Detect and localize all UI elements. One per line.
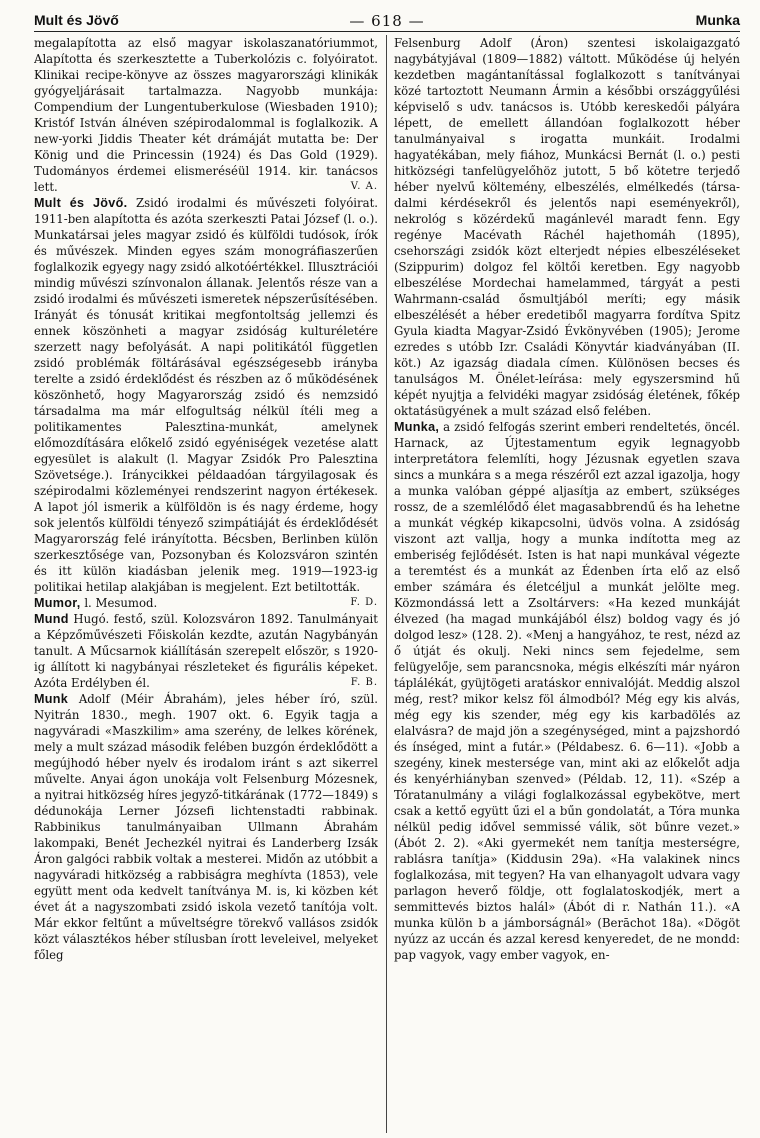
running-header [34,6,740,30]
page-number: — 618 — [349,12,425,30]
author-signature: F. D. [350,597,378,608]
entry-text: l. Mesumod. [84,596,158,610]
entry-keyword: Mumor, [34,596,81,610]
entry-keyword: Mund [34,612,69,626]
entry-text: Felsenburg Adolf (Áron) szentesi iskolaigazgató nagybátyjával (1809—1882) váltott. Működése új helyén kezdetben magántanítással foglalkozott s tanítványai közé tartoztott Neumann Ármin a későbbi országgyűlési képviselő s udv. tanácsos is. Utóbb kereskedői pályára lépett, de emellett állandóan foglalkozott héber tanulmányaival s irogatta munkáit. Irodalmi hagyatékában, mely fiához, Munkácsi Bernát (l. o.) pesti hitközségi tanfelügyelőhöz jutott, 5 bő kötetre terjedő héber nyelvű költemény, elbeszélés, elmélkedés (társadalmi kérdésekről és jelentős napi eseményekről), nekrológ s közérdekű magánlevél maradt fenn. Egy regénye Macévath Ráchél hajethomáh (1895), csehországi zsidók közt elterjedt népies elbeszéléseket (Szippurim) dolgoz fel költői keretben. Egy nagyobb elbeszélése Mordechai hamelammed, tárgyát a pesti Wahrmann-család ősmultjából meríti; egy másik elbeszélését a héber eredetiből magyarra fordítva Spitz Gyula kiadta Magyar-Zsidó Évkönyvében (1905); Jerome ezredes s utóbb Izr. Családi Könyvtár kiadványában (II. köt.) Az igazság diadala címen. Különösen becses és tanulságos M. Önélet-leírása: mely egyszersmind hű képét nyujtja a felvidéki magyar zsidóság életének, főkép oktatásügyének a mult század első felében. [394,36,740,418]
entry-text: a zsidó felfogás szerint emberi rendeltetés, öncél. Harnack, az Újtestamentum egyik legnagyobb interpretátora felemlíti, hogy Jézusnak egyetlen szava sincs a munkára s a mega részéről ezt azzal igazolja, hogy a munka valóban géppé aljasítja az embert, szükséges rossz, de a szemlélődő élet magasabbrendű és ha lehetne a munkát végkép kikapcsolni, üdvös volna. A zsidóság viszont azt vallja, hogy a munka indította meg az emberiség fejlődését. Isten is hat napi munkával végezte a teremtést és a munkát az Édenben írta elő az első ember számára és életcéljul a munkát jelölte meg. Közmondássá lett a Zsoltárvers: «Ha kezed munkáját élvezed (ha magad munkájából élsz) boldog vagy és jó dolgod lesz» (128. 2). «Menj a hangyához, te rest, nézd az ő útját és okulj. Neki nincs sem fejedelme, sem felügyelője, sem parancsnoka, mégis elkészíti már nyáron táplálékát, gyüjtögeti aratáskor ennivalóját. Meddig alszol még, rest? mikor kelsz föl álmodból? Még egy kis alvás, még egy kis szender, még egy kis karbadölés az elalvásra? de majd jön a szegénységed, mint a pajzshordó és ínséged, mint a futár.» (Példabesz. 6. 6—11). «Jobb a szegény, kinek mestersége van, mint aki az előkelőt adja és kenyérhiányban szenved» (Példab. 12, 11). «Szép a Tóratanulmány a világi foglalkozással egybekötve, mert csak a kettő együtt űzi el a bűn gondolatát, a Tóra munka nélkül pedig idővel semmissé válik, söt bűnre vezet.» (Ábót 2. 2). «Aki gyermekét nem tanítja mesterségre, rablásra tanítja» (Kiddusin 29a). «Ha valakinek nincs foglalkozása, mit tegyen? Ha van elhanyagolt udvara vagy parlagon heverő földje, ott foglalatoskodjék, mert a semmittevés biztos halál» (Ábót di r. Nathán 11.). «A munka külön b a jámborságnál» (Berāchot 18a). «Dögöt nyúzz az uccán és azzal keresd kenyeredet, de ne mondd: pap vagyok, vagy ember vagyok, en- [394,420,740,962]
column-divider [386,35,387,1133]
entry-text: megalapította az első magyar iskolaszanatóriummot, Alapította és szerkesztette a Tuberkolózis c. folyóiratot. Klinikai recipe-könyve az összes magyarországi klinikák gyógyeljárásait tartalmazza. Nagyobb munkája: Compendium der Lungentuberkulose (Wiesbaden 1910); Kristóf István álnéven szépirodalommal is foglalkozik. A new-yorki Jiddis Theater két drámáját mutatta be: Der König und die Princessin (1924) és Das Gold (1929). Tudományos érdemei elismeréséül 1914. kir. tanácsos lett. [34,36,378,194]
entry-munk [34,691,378,963]
author-signature: F. B. [350,677,378,688]
entry-continuation [394,35,740,419]
entry-text: Hugó. festő, szül. Kolozsváron 1892. Tanulmányait a Képzőművészeti Főiskolán kezdte, azután Nagybányán tanult. A Műcsarnok kiállításán szerepelt először, s 1920-ig állított ki nagybányai részleteket és figurális képeket. Azóta Erdélyben él. [34,612,378,690]
entry-keyword: Munk [34,692,69,706]
entry-keyword: Mult és Jövő. [34,196,128,210]
entry-text: Zsidó irodalmi és művészeti folyóirat. 1911-ben alapította és azóta szerkeszti Patai József (l. o.). Munkatársai jeles magyar zsidó és külföldi tudósok, írók és művészek. Minden egyes szám monográfiaszerűen foglalkozik egyegy nagy zsidó alkotóértékkel. Illusztrációi mindig művészi színvonalon állanak. Jelentős része van a zsidó irodalmi és művészeti ismeretek népszerűsítésében. Irányát és tónusát kritikai megfontoltság jellemzi és ennek köszönheti a magyar zsidóság kulturéletére szerzett nagy befolyását. A napi politikától független zsidó problémák föltárásával egészségesebb irányba terelte a zsidó érdeklődést és részben az ő működésének köszönhető, hogy Magyarország zsidó és nemzsidó társadalma ma már elfogultság nélkül ítéli meg a politikamentes Palesztina-munkát, amelynek előmozdítására előkelő zsidó egyéniségek vezetése alatt egyesület is alakult (l. Magyar Zsidók Pro Palesztina Szövetsége.). Iránycikkei példaadóan tárgyilagosak és szépirodalmi közleményei rendszerint nagyon értékesek. A lapot jól ismerik a külföldön is és nagy érdeme, hogy sok jelentős külföldi tényező szimpátiáját és érdeklődését Magyarország felé irányította. Bécsben, Berlinben külön szerkesztősége van, Pozsonyban és Kolozsváron szintén és itt külön kiadásban jelenik meg. 1919—1923-ig politikai hetilap alakjában is megjelent. Ezt betiltották. [34,196,378,594]
entry-continuation [34,35,378,195]
header-rule [34,31,740,32]
author-signature: V. A. [350,181,378,192]
entry-mund [34,611,378,691]
header-right-title: Munka [695,12,740,28]
header-left-title: Mult és Jövő [34,12,119,28]
left-column [34,35,378,1133]
entry-keyword: Munka, [394,420,440,434]
right-column [394,35,740,1133]
entry-munka [394,419,740,963]
entry-text: Adolf (Méir Ábrahám), jeles héber író, szül. Nyitrán 1830., megh. 1907 okt. 6. Egyik tagja a nagyváradi «Maszkilim» ama szerény, de lelkes körének, mely a mult század második felében buzgón érdeklődött a megújhodó héber nyelv és irodalom iránt s azt sikerrel művelte. Anyai ágon unokája volt Felsenburg Mózesnek, a nyitrai hitközség híres jegyző-titkárának (1772—1849) s dédunokája Lerner Józsefi lichtenstadti rabbinak. Rabbinikus tanulmányaiban Ullmann Ábrahám lakompaki, Benét Jechezkél nyitrai és Landerberg Izsák Áron galgóci rabbik voltak a mesterei. Midőn az utóbbit a nagyváradi hitközség a rabbiságra meghívta (1853), vele együtt ment oda kedvelt tanítványa M. is, ki közben két évet át a nagyszombati zsidó iskola vezető tanítója volt. Már ekkor feltűnt a műveltségre törekvő vallásos zsidók közt választékos héber stílusban írott leveleivel, melyeket főleg [34,692,378,962]
entry-mumor [34,595,378,611]
